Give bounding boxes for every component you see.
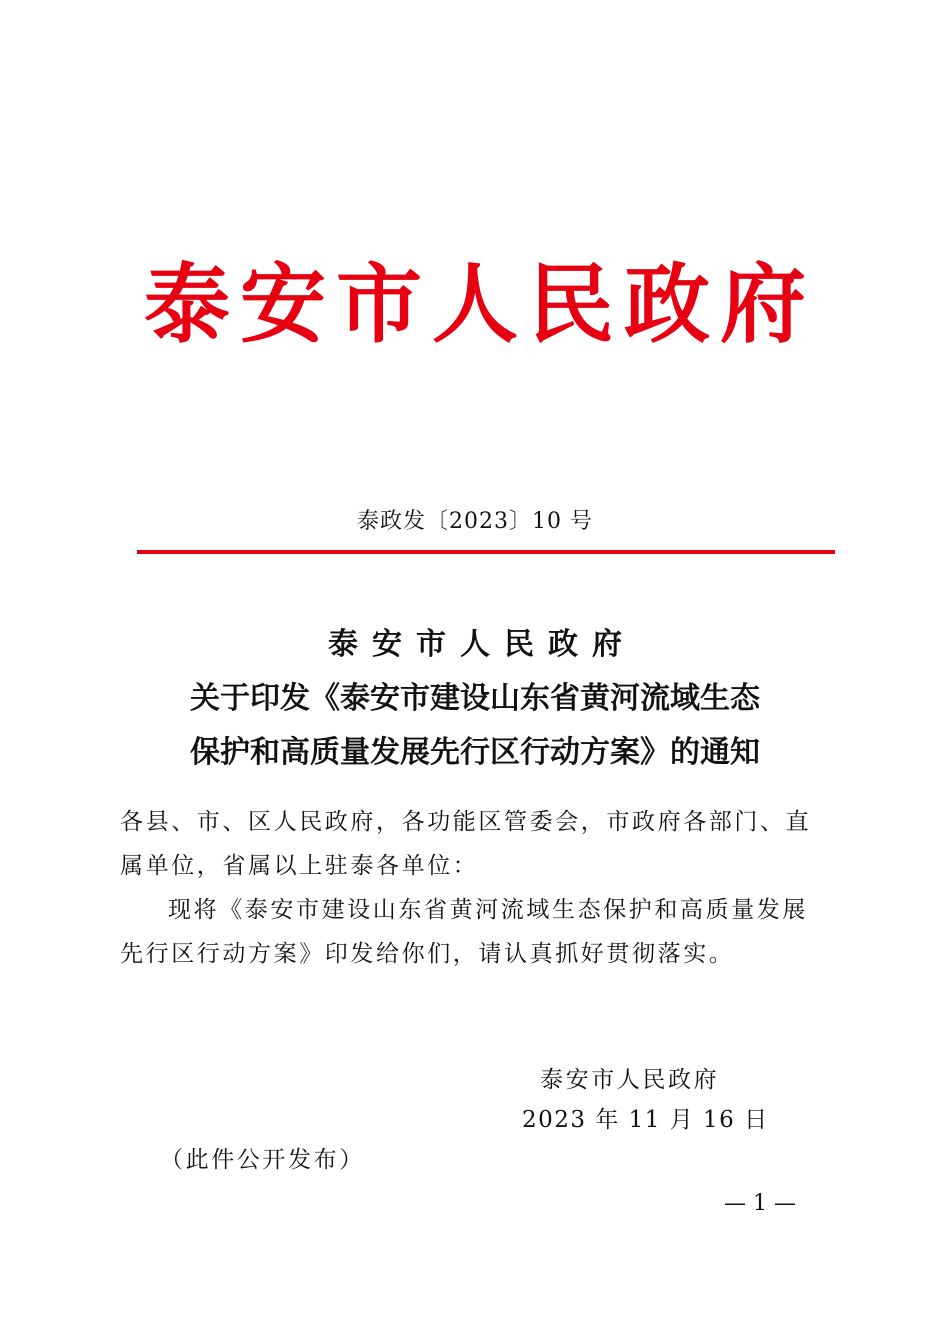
body-paragraph-text: 现将《泰安市建设山东省黄河流域生态保护和高质量发展先行区行动方案》印发给你们，请认真抓好贯彻落实。 bbox=[120, 897, 808, 967]
issue-date: 2023 年 11 月 16 日 bbox=[522, 1107, 769, 1133]
public-release-note: （此件公开发布） bbox=[160, 1147, 365, 1173]
issuer-signature: 泰安市人民政府 bbox=[540, 1067, 720, 1093]
body-paragraph bbox=[120, 888, 832, 976]
document-number: 泰政发〔2023〕10 号 bbox=[357, 509, 593, 534]
title-issuer-line: 泰安市人民政府 bbox=[328, 627, 636, 662]
document-title bbox=[0, 618, 950, 780]
red-masthead-title: 泰安市人民政府 bbox=[144, 254, 816, 355]
title-subject-line-2: 保护和高质量发展先行区行动方案》的通知 bbox=[190, 735, 760, 770]
page-number: — 1 — bbox=[724, 1191, 796, 1216]
title-subject-line-1: 关于印发《泰安市建设山东省黄河流域生态 bbox=[190, 681, 760, 716]
red-separator-line bbox=[137, 550, 835, 554]
addressee: 各县、市、区人民政府，各功能区管委会，市政府各部门、直属单位，省属以上驻泰各单位： bbox=[120, 809, 812, 879]
